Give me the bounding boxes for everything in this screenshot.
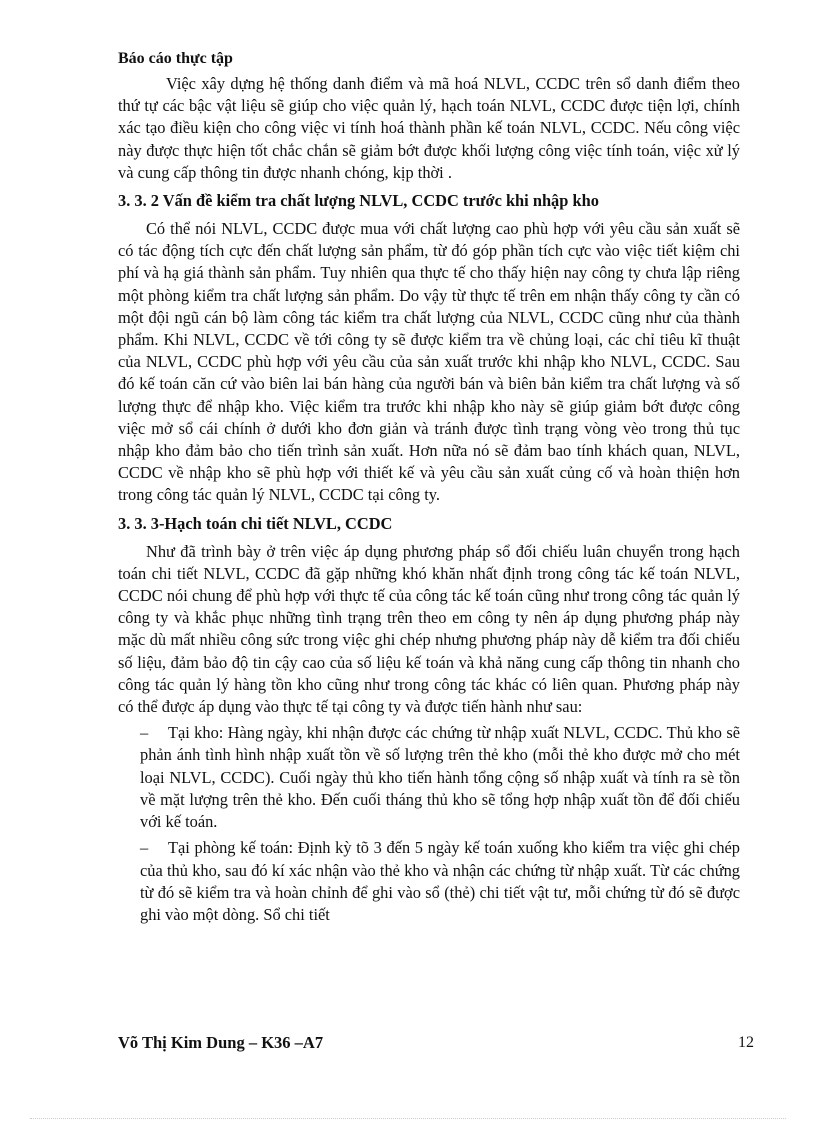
section-333-paragraph: Như đã trình bày ở trên việc áp dụng phương pháp sổ đối chiếu luân chuyển trong hạch toán chi tiết NLVL, CCDC đã gặp những khó khăn nhất định trong công tác kế toán NLVL, CCDC nói chung để phù hợp với thực tế của công tác kế toán cũng như trong công tác quản lý công ty và khắc phục những tình trạng trên theo em công ty nên áp dụng phương pháp này mặc dù mất nhiều công sức trong việc ghi chép nhưng phương pháp này dễ kiểm tra đối chiếu số liệu, đảm bảo độ tin cậy cao của số liệu kế toán và khả năng cung cấp thông tin nhanh cho công tác quản lý hàng tồn kho cũng như trong công tác khác có liên quan. Phương pháp này có thể được áp dụng vào thực tế tại công ty và được tiến hành như sau: xyxy=(118,541,740,717)
report-header: Báo cáo thực tập xyxy=(118,50,233,67)
document-body xyxy=(118,73,740,926)
intro-paragraph: Việc xây dựng hệ thống danh điểm và mã hoá NLVL, CCDC trên sổ danh điểm theo thứ tự các bậc vật liệu sẽ giúp cho việc quản lý, hạch toán NLVL, CCDC được tiện lợi, chính xác tạo điều kiện cho công việc vi tính hoá thành phần kế toán NLVL, CCDC. Nếu công việc này được thực hiện tốt chắc chắn sẽ giảm bớt được khối lượng công việc tính toán, việc xử lý và cung cấp thông tin được nhanh chóng, kịp thời . xyxy=(118,74,740,182)
bullet-text: Tại phòng kế toán: Định kỳ tõ 3 đến 5 ngày kế toán xuống kho kiểm tra việc ghi chép của thủ kho, sau đó kí xác nhận vào thẻ kho và nhận các chứng từ nhập xuất. Từ các chứng từ đó sẽ kiểm tra và hoàn chỉnh để ghi vào sổ (thẻ) chi tiết vật tư, mỗi chứng từ đó sẽ được ghi vào một dòng. Sổ chi tiết xyxy=(140,838,740,924)
footer-author: Võ Thị Kim Dung – K36 –A7 xyxy=(118,1033,324,1052)
section-332-heading: 3. 3. 2 Vấn đề kiểm tra chất lượng NLVL, CCDC trước khi nhập kho xyxy=(118,191,599,211)
bullet-dash: – xyxy=(140,838,149,858)
bullet-item-phong-ke-toan xyxy=(118,837,740,926)
page-bottom-divider xyxy=(30,1118,786,1119)
section-333-heading: 3. 3. 3-Hạch toán chi tiết NLVL, CCDC xyxy=(118,513,393,533)
bullet-item-kho xyxy=(118,722,740,833)
section-332-paragraph: Có thể nói NLVL, CCDC được mua với chất lượng cao phù hợp với yêu cầu sản xuất sẽ có tác động tích cực đến chất lượng sản phẩm, từ đó góp phần tích cực vào việc tiết kiệm chi phí và hạ giá thành sản phẩm. Tuy nhiên qua thực tế cho thấy hiện nay công ty chưa lập riêng một phòng kiểm tra chất lượng sản phẩm. Do vậy từ thực tế trên em nhận thấy công ty cần có một đội ngũ cán bộ làm công tác kiểm tra chất lượng của NLVL, CCDC cũng như của thành phẩm. Khi NLVL, CCDC về tới công ty sẽ được kiểm tra về chủng loại, các chỉ tiêu kĩ thuật của NLVL, CCDC phù hợp với yêu cầu của sản xuất trước khi nhập kho NLVL, CCDC. Sau đó kế toán căn cứ vào biên lai bán hàng của người bán và biên bản kiểm tra chất lượng và số lượng thực để nhập kho. Việc kiểm tra trước khi nhập kho này sẽ giúp giảm bớt được công việc mở sổ cái chính ở dưới kho đơn giản và tránh được tình trạng vòng vèo trong thủ tục nhập kho đảm bảo cho tiến trình sản xuất. Hơn nữa nó sẽ đảm bao tính khách quan, NLVL, CCDC về nhập kho sẽ phù hợp với thiết kế và yêu cầu sản xuất củng cố và hoàn thiện hơn trong công tác quản lý NLVL, CCDC tại công ty. xyxy=(118,219,740,505)
page-number: 12 xyxy=(738,1034,754,1051)
bullet-dash: – xyxy=(140,723,149,743)
bullet-text: Tại kho: Hàng ngày, khi nhận được các chứng từ nhập xuất NLVL, CCDC. Thủ kho sẽ phản ánh tình hình nhập xuất tồn về số lượng trên thẻ kho (mỗi thẻ kho được mở cho mét loại NLVL, CCDC). Cuối ngày thủ kho tiến hành tổng cộng số nhập xuất và tính ra sè tồn về mặt lượng trên thẻ kho. Đến cuối tháng thủ kho sẽ tổng hợp nhập xuất tồn để đối chiếu với kế toán. xyxy=(140,723,740,832)
